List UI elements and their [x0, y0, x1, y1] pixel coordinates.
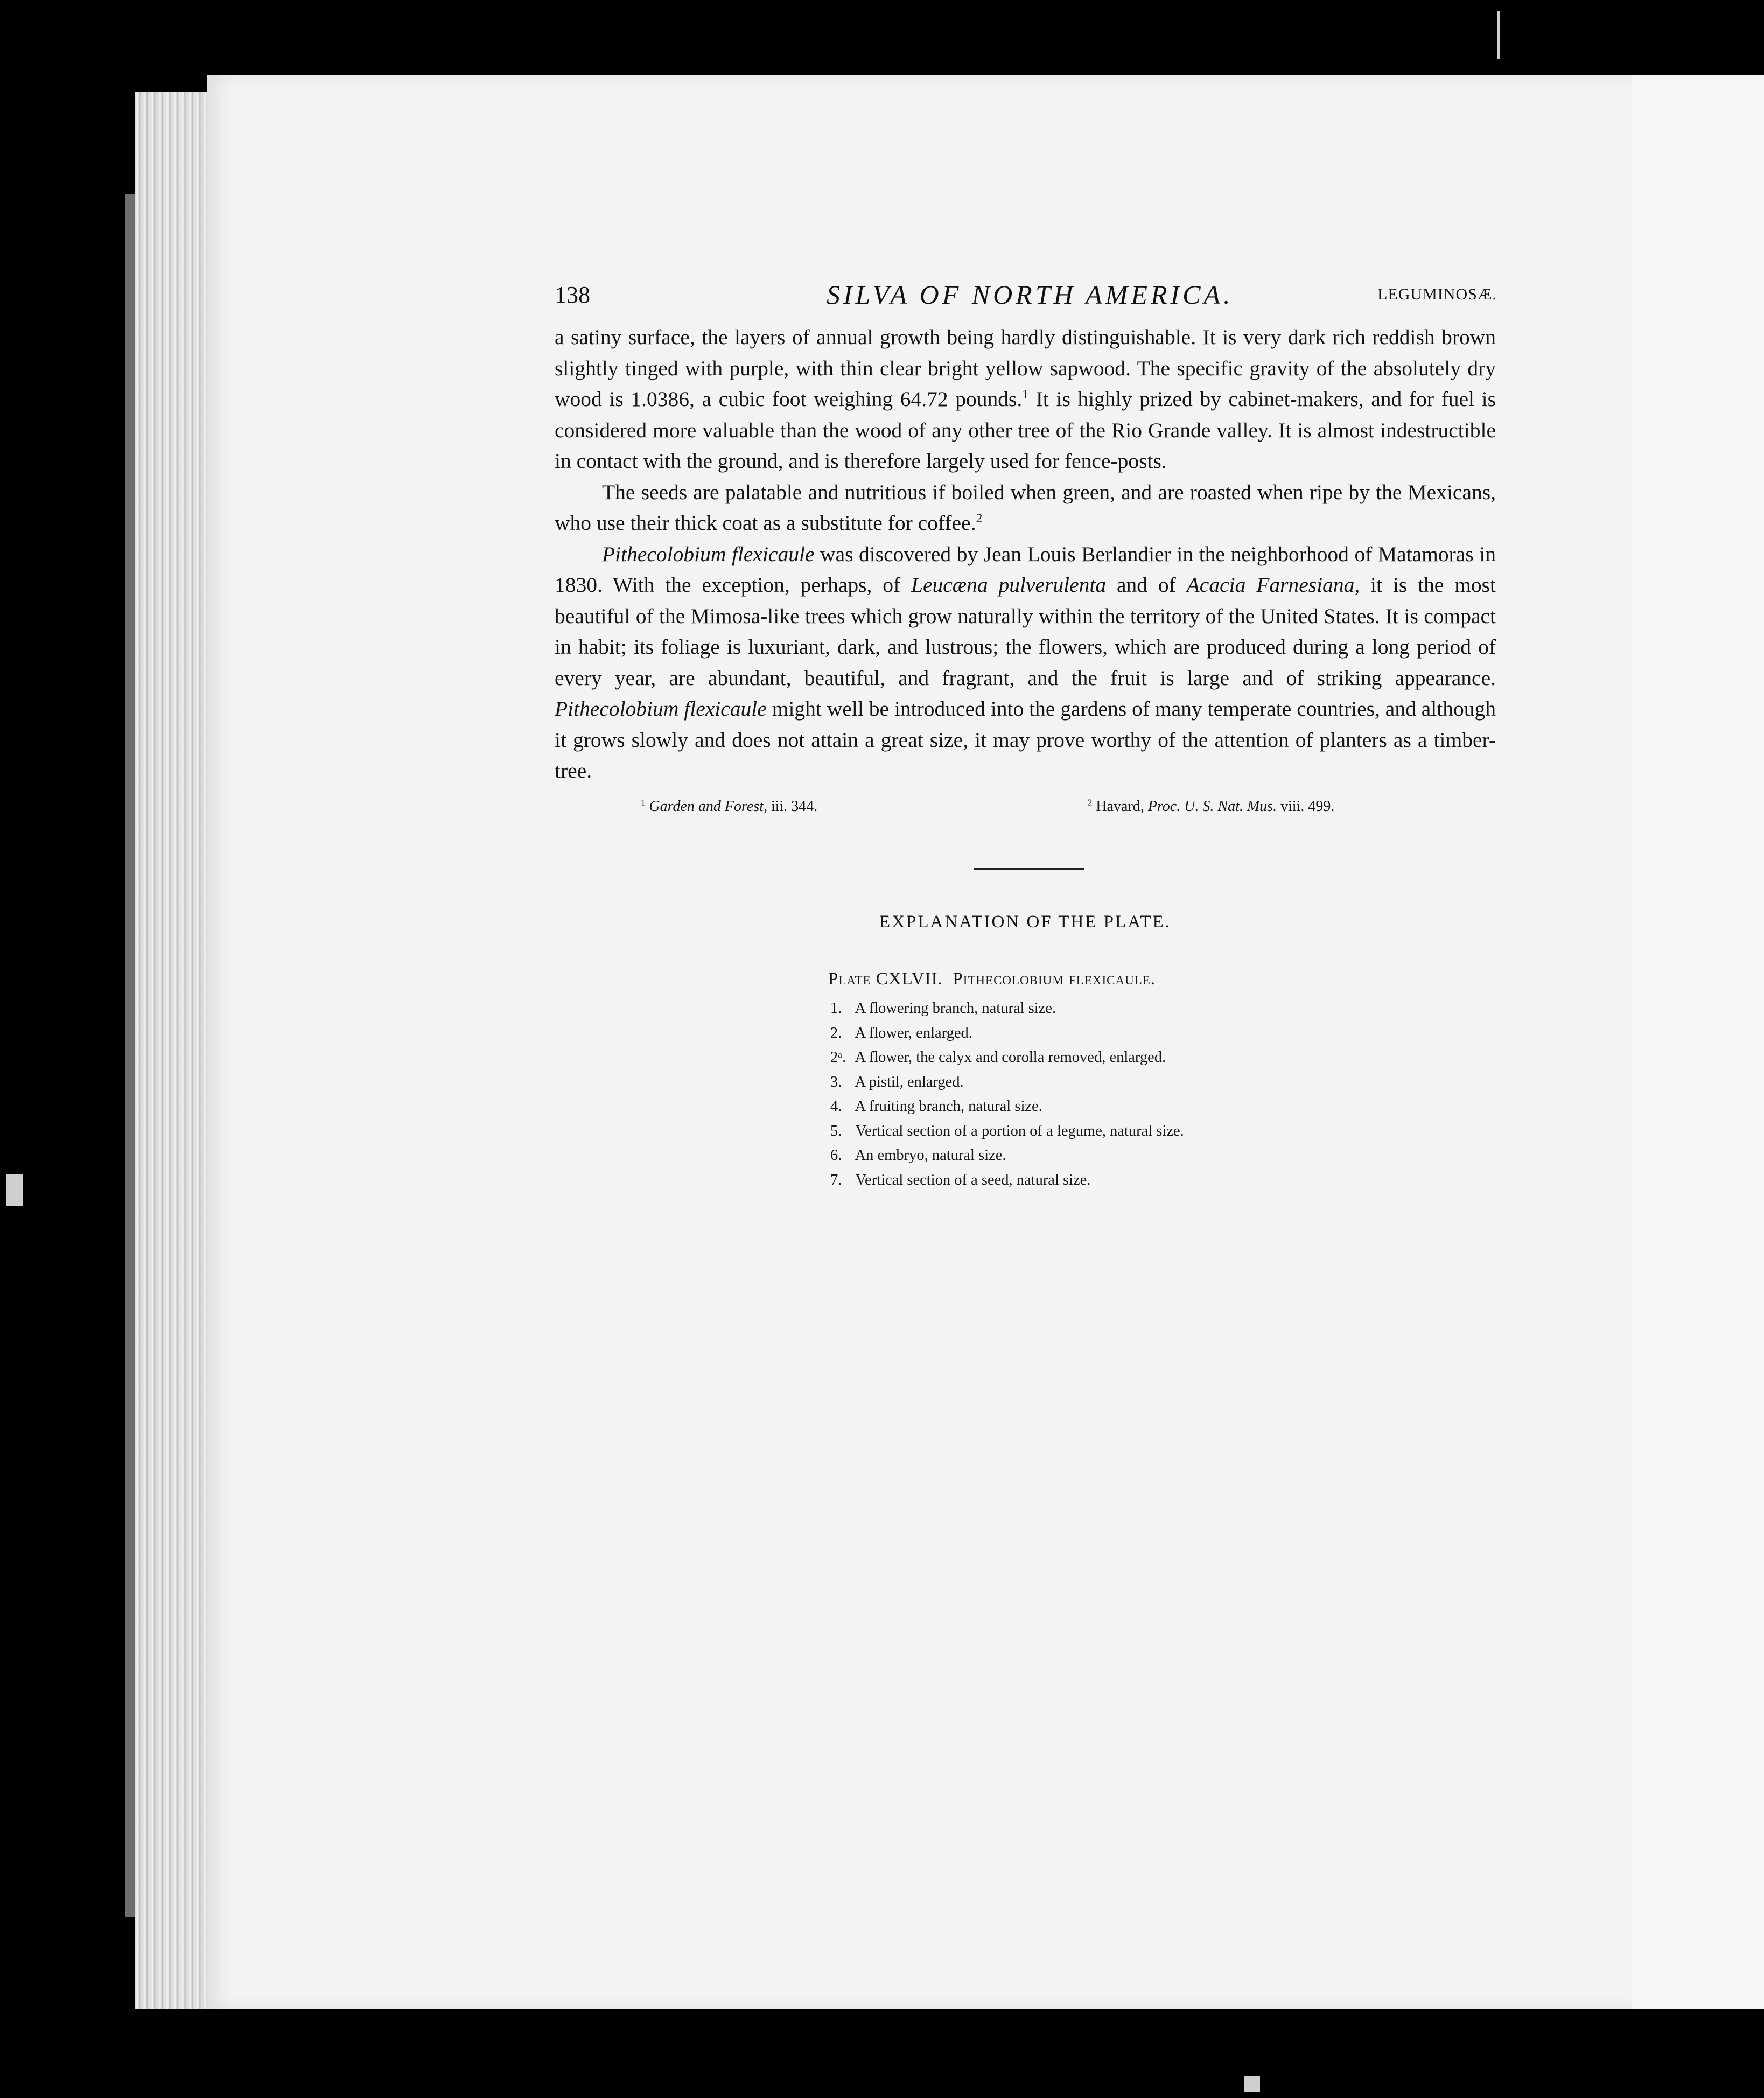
explanation-heading: EXPLANATION OF THE PLATE.: [879, 912, 1171, 932]
paragraph-text: a satiny surface, the layers of annual growth being hardly distinguishable. It is very dark rich reddish brown slightly tinged with purple, with thin clear bright yellow sapwood. The specific gravity of the absolutely dry wood is 1.0386, a cubic foot weighing 64.72 pounds.: [555, 325, 1496, 411]
list-item: [830, 1021, 1184, 1046]
figure-number: 1.: [830, 1000, 842, 1017]
list-item: [830, 1119, 1184, 1144]
section-title: LEGUMINOSÆ.: [1377, 285, 1497, 303]
paragraph-wood: [555, 322, 1496, 477]
figure-number: 7.: [830, 1171, 842, 1188]
figure-caption: A fruiting branch, natural size.: [855, 1098, 1042, 1115]
footnote-2: [1088, 798, 1334, 815]
species-name: Leucæna pulverulenta: [911, 573, 1107, 597]
running-head: [555, 279, 1497, 311]
list-item: [830, 1070, 1184, 1095]
figure-number: 5.: [830, 1122, 842, 1139]
figure-caption: Vertical section of a portion of a legume, natural size.: [855, 1122, 1184, 1139]
footnote-1: [641, 798, 817, 815]
footnote-title: Proc. U. S. Nat. Mus.: [1147, 798, 1277, 815]
figure-caption: Vertical section of a seed, natural size.: [855, 1171, 1091, 1188]
figure-caption: A flower, the calyx and corolla removed, enlarged.: [855, 1049, 1166, 1066]
figure-number: 3.: [830, 1073, 842, 1090]
stacked-page-edges: [135, 92, 215, 2009]
scan-artifact: [1497, 11, 1500, 59]
paragraph-text: and of: [1106, 573, 1187, 597]
paragraph-text: might well be introduced into the gardens of many temperate countries, and although it grows slowly and does not attain a great size, it may prove worthy of the attention of planters as a timber-tree.: [555, 697, 1496, 782]
section-divider: [974, 868, 1084, 870]
scan-artifact: [1244, 2076, 1260, 2092]
paragraph-text: It is highly prized by cabinet-makers, and for fuel is considered more valuable than the wood of any other tree of the Rio Grande valley. It is almost indestructible in contact with the ground, and is therefore largely used for fence-posts.: [555, 387, 1496, 473]
species-name: Pithecolobium flexicaule: [602, 542, 815, 566]
figure-caption: A pistil, enlarged.: [855, 1073, 964, 1090]
species-name: Pithecolobium flexicaule: [555, 697, 767, 721]
figure-number: 6.: [830, 1147, 842, 1164]
figure-number: 2ᵃ.: [830, 1049, 846, 1066]
list-item: [830, 1045, 1184, 1070]
footnote-ref: 2: [976, 511, 983, 526]
body-text: [555, 322, 1496, 787]
figure-number: 2.: [830, 1024, 842, 1041]
paragraph-discovery: [555, 539, 1496, 787]
plate-species: Pithecolobium flexicaule.: [953, 969, 1156, 989]
footnote-ref: 1: [1022, 387, 1029, 402]
scan-artifact: [6, 1174, 23, 1206]
plate-title: [828, 969, 1156, 989]
plate-label: Plate CXLVII.: [828, 969, 943, 989]
page-number: 138: [555, 282, 590, 308]
paragraph-text: The seeds are palatable and nutritious if boiled when green, and are roasted when ripe by the Mexicans, who use their thick coat as a substitute for coffee.: [555, 480, 1496, 535]
plate-figure-list: [830, 996, 1184, 1192]
list-item: [830, 1094, 1184, 1119]
paragraph-seeds: [555, 477, 1496, 539]
footnote-ref-text: viii. 499.: [1277, 798, 1335, 815]
list-item: [830, 996, 1184, 1021]
book-title: SILVA OF NORTH AMERICA.: [827, 279, 1234, 310]
figure-caption: An embryo, natural size.: [855, 1147, 1006, 1164]
paragraph-text: was discovered by Jean Louis Berlandier in the neighborhood of Matamoras in 1830. With the exception, perhaps, of: [555, 542, 1496, 597]
figure-caption: A flower, enlarged.: [855, 1024, 972, 1041]
footnote-mark: 1: [641, 797, 646, 808]
footnote-author: Havard,: [1092, 798, 1148, 815]
list-item: [830, 1143, 1184, 1168]
footnotes: [555, 798, 1496, 825]
footnote-mark: 2: [1088, 797, 1093, 808]
species-name: Acacia Farnesiana,: [1186, 573, 1360, 597]
figure-number: 4.: [830, 1098, 842, 1115]
paragraph-text: it is the most beautiful of the Mimosa-like trees which grow naturally within the territory of the United States. It is compact in habit; its foliage is luxuriant, dark, and lustrous; the flowers, which are produced during a long period of every year, are abundant, beautiful, and fragrant, and the fruit is large and of striking appearance.: [555, 573, 1496, 690]
footnote-title: Garden and Forest,: [649, 798, 767, 815]
facing-page-edge: [1626, 75, 1764, 2009]
figure-caption: A flowering branch, natural size.: [855, 1000, 1056, 1017]
footnote-ref-text: iii. 344.: [767, 798, 818, 815]
list-item: [830, 1168, 1184, 1193]
